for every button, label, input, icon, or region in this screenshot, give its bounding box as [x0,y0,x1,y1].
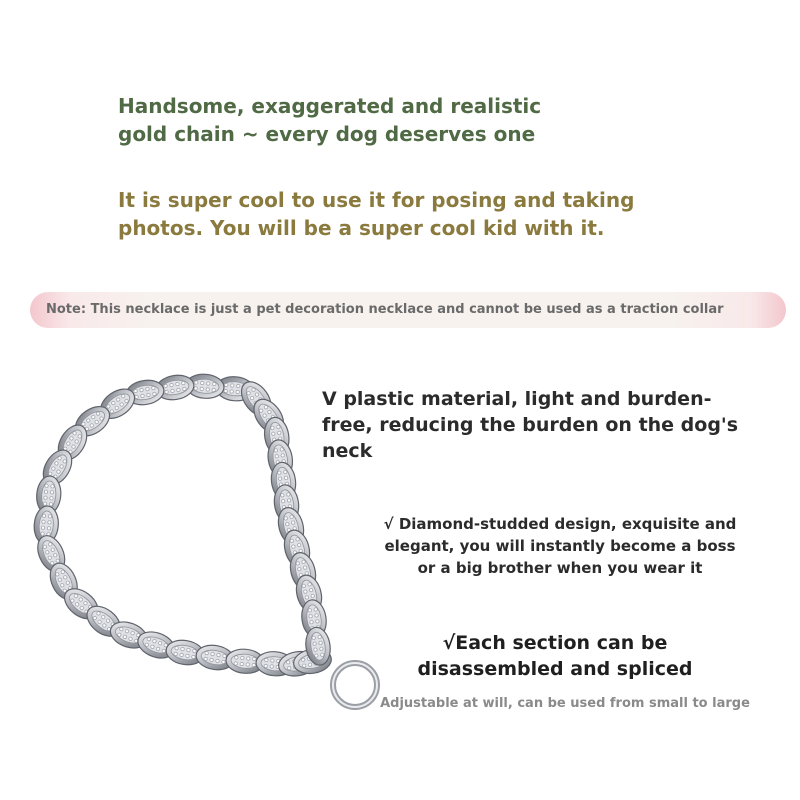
subheadline: It is super cool to use it for posing and taking photos. You will be a super cool kid with it. [118,188,635,240]
o-ring-highlight [333,663,377,707]
feature-sections: √Each section can be disassembled and spliced [417,632,693,680]
note-text: Note: This necklace is just a pet decoration necklace and cannot be used as a traction collar [46,302,724,317]
feature-material: V plastic material, light and burden-free, reducing the burden on the dog's neck [322,388,739,462]
feature-diamond: √ Diamond-studded design, exquisite and elegant, you will instantly become a boss or a big brother when you wear it [383,515,737,577]
feature-adjustable: Adjustable at will, can be used from small to large [380,696,750,711]
headline: Handsome, exaggerated and realistic gold chain ~ every dog deserves one [118,94,542,146]
